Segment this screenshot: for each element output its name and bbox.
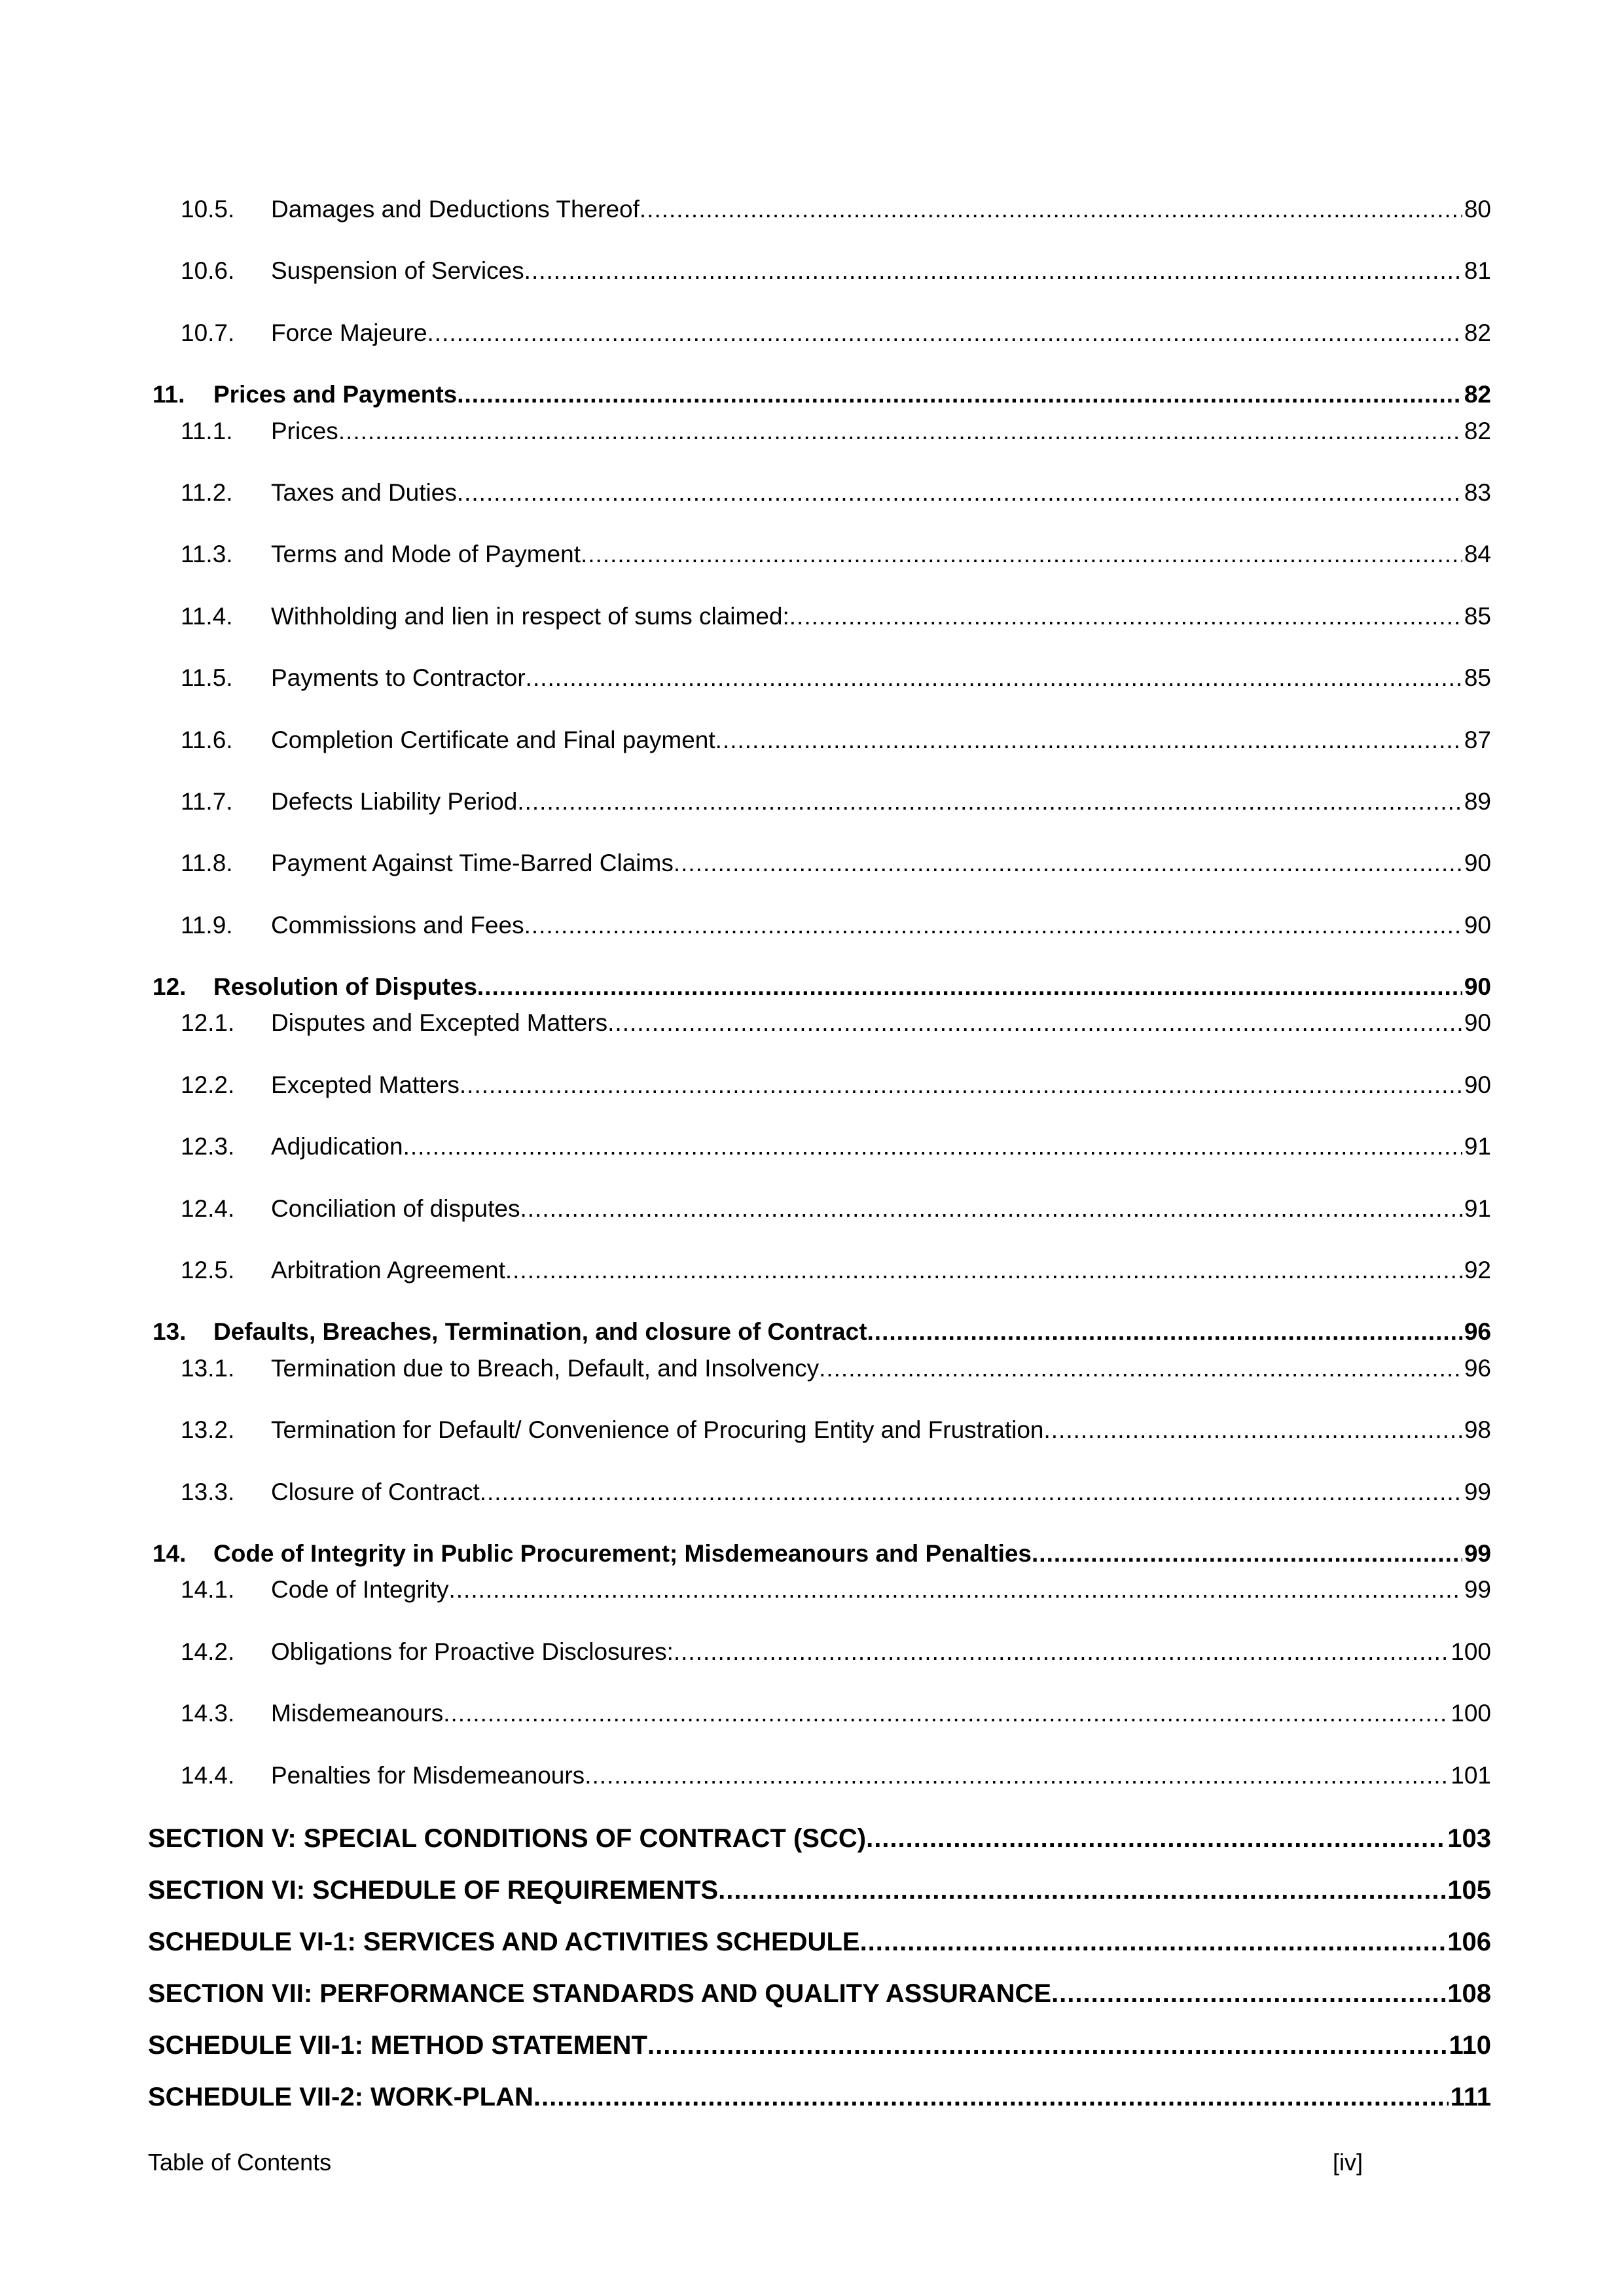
- toc-entry-page: 82: [1464, 381, 1491, 408]
- toc-entry-page: 99: [1464, 1478, 1491, 1505]
- toc-entry: [148, 1478, 1491, 1507]
- toc-entry: [148, 478, 1491, 507]
- toc-entry-number: 14.: [153, 1539, 187, 1567]
- toc-entry-title: Defaults, Breaches, Termination, and closure of Contract: [213, 1318, 867, 1346]
- toc-entry: [148, 1874, 1491, 1906]
- toc-entry-number: 11.6.: [181, 726, 233, 753]
- toc-entry-page: 89: [1464, 787, 1491, 815]
- toc-entry: [148, 1132, 1491, 1161]
- dot-leader: [819, 1354, 1462, 1383]
- toc-entry-page: 85: [1464, 602, 1491, 630]
- dot-leader: [403, 1132, 1462, 1161]
- toc-entry-title: Commissions and Fees: [271, 911, 524, 939]
- toc-entry-title: Obligations for Proactive Disclosures:: [271, 1638, 674, 1665]
- toc-entry-page: 90: [1464, 850, 1491, 877]
- toc-entry-number: 11.2.: [181, 478, 233, 506]
- toc-entry-title: Completion Certificate and Final payment: [271, 726, 715, 753]
- toc-entry-page: 90: [1464, 1009, 1491, 1037]
- toc-entry-number: 14.3.: [181, 1700, 235, 1727]
- toc-entry-number: 12.3.: [181, 1133, 235, 1160]
- dot-leader: [427, 319, 1462, 348]
- footer-page-number: [iv]: [1332, 2149, 1363, 2176]
- toc-entry-number: 12.5.: [181, 1257, 235, 1284]
- toc-entry: [148, 1638, 1491, 1666]
- toc-entry-title: Defects Liability Period: [271, 787, 518, 815]
- toc-entry-title: Payments to Contractor: [271, 664, 526, 692]
- dot-leader: [505, 1256, 1462, 1285]
- toc-entry-number: 11.5.: [181, 664, 233, 692]
- toc-entry: [148, 1071, 1491, 1100]
- toc-entry-page: 84: [1464, 541, 1491, 568]
- toc-entry-title: Code of Integrity: [271, 1576, 449, 1604]
- toc-entry-title: Excepted Matters: [271, 1071, 460, 1098]
- toc-entry: [148, 195, 1491, 224]
- dot-leader: [517, 787, 1462, 816]
- toc-entry: [148, 1699, 1491, 1728]
- footer-title: Table of Contents: [148, 2149, 332, 2176]
- toc-entry-number: 13.1.: [181, 1354, 235, 1382]
- toc-entry: [148, 540, 1491, 569]
- dot-leader: [338, 417, 1462, 446]
- dot-leader: [860, 1926, 1446, 1958]
- toc-entry-number: 11.: [153, 381, 185, 408]
- toc-entry-number: 11.3.: [181, 541, 233, 568]
- dot-leader: [480, 1478, 1462, 1507]
- page-footer: [148, 2148, 1491, 2176]
- dot-leader: [443, 1699, 1449, 1728]
- toc-entry-number: 14.4.: [181, 1761, 235, 1789]
- toc-list: [148, 195, 1491, 2133]
- toc-entry-title: Withholding and lien in respect of sums claimed:: [271, 602, 789, 630]
- dot-leader: [1032, 1539, 1462, 1568]
- dot-leader: [866, 1823, 1445, 1854]
- dot-leader: [460, 1071, 1462, 1100]
- toc-entry-number: 13.: [153, 1318, 187, 1346]
- toc-entry: [148, 726, 1491, 755]
- toc-entry-page: 111: [1450, 2082, 1491, 2111]
- toc-entry: [148, 1761, 1491, 1790]
- toc-entry: [148, 1009, 1491, 1037]
- toc-entry-title: Suspension of Services: [271, 257, 524, 285]
- dot-leader: [524, 911, 1462, 940]
- toc-entry-number: 13.2.: [181, 1416, 235, 1444]
- toc-entry-number: 11.8.: [181, 850, 233, 877]
- dot-leader: [1043, 1416, 1462, 1444]
- dot-leader: [526, 664, 1462, 692]
- toc-entry-title: SECTION V: SPECIAL CONDITIONS OF CONTRACT (SCC): [148, 1823, 867, 1853]
- toc-entry: [148, 664, 1491, 692]
- toc-entry-page: 91: [1464, 1194, 1491, 1222]
- toc-entry-page: 87: [1464, 726, 1491, 753]
- toc-entry-number: 11.9.: [181, 911, 233, 939]
- toc-entry: [148, 973, 1491, 1001]
- dot-leader: [607, 1009, 1462, 1037]
- toc-entry-page: 96: [1464, 1354, 1491, 1382]
- toc-entry: [148, 319, 1491, 348]
- dot-leader: [674, 849, 1462, 878]
- toc-entry: [148, 417, 1491, 446]
- toc-entry-page: 81: [1464, 257, 1491, 285]
- toc-entry-number: 13.3.: [181, 1478, 235, 1505]
- toc-entry-title: Taxes and Duties: [271, 478, 457, 506]
- dot-leader: [715, 726, 1462, 755]
- dot-leader: [524, 257, 1462, 285]
- toc-entry: [148, 1575, 1491, 1604]
- toc-entry-title: Payment Against Time-Barred Claims: [271, 850, 674, 877]
- dot-leader: [867, 1318, 1462, 1346]
- toc-entry-number: 12.2.: [181, 1071, 235, 1098]
- toc-entry-page: 100: [1451, 1638, 1491, 1665]
- toc-entry-title: SECTION VI: SCHEDULE OF REQUIREMENTS: [148, 1875, 719, 1905]
- toc-entry-title: Resolution of Disputes: [213, 973, 477, 1001]
- dot-leader: [647, 2030, 1447, 2061]
- toc-entry-number: 10.6.: [181, 257, 235, 285]
- toc-entry-page: 98: [1464, 1416, 1491, 1444]
- dot-leader: [457, 380, 1462, 409]
- toc-entry-title: Misdemeanours: [271, 1700, 444, 1727]
- toc-entry-page: 108: [1447, 1979, 1491, 2008]
- toc-entry-title: Prices and Payments: [213, 381, 458, 408]
- toc-entry-page: 80: [1464, 196, 1491, 223]
- toc-entry-page: 82: [1464, 417, 1491, 444]
- toc-entry-page: 99: [1464, 1539, 1491, 1567]
- toc-entry-title: Force Majeure: [271, 319, 427, 346]
- toc-entry-number: 12.: [153, 973, 187, 1001]
- toc-entry: [148, 787, 1491, 816]
- toc-entry-title: Closure of Contract: [271, 1478, 480, 1505]
- toc-entry: [148, 2030, 1491, 2061]
- toc-entry-number: 10.5.: [181, 196, 235, 223]
- dot-leader: [457, 478, 1462, 507]
- dot-leader: [1051, 1978, 1445, 2009]
- dot-leader: [789, 602, 1462, 631]
- toc-entry-title: SECTION VII: PERFORMANCE STANDARDS AND QUALITY ASSURANCE: [148, 1979, 1052, 2008]
- toc-entry-title: Code of Integrity in Public Procurement; Misdemeanours and Penalties: [213, 1539, 1032, 1567]
- toc-entry: [148, 257, 1491, 285]
- toc-entry: [148, 849, 1491, 878]
- toc-entry: [148, 1539, 1491, 1568]
- toc-entry: [148, 1256, 1491, 1285]
- toc-entry-number: 14.2.: [181, 1638, 235, 1665]
- toc-entry-title: Conciliation of disputes: [271, 1194, 520, 1222]
- toc-entry-page: 103: [1447, 1823, 1491, 1853]
- toc-entry: [148, 2081, 1491, 2113]
- toc-entry-title: SCHEDULE VII-2: WORK-PLAN: [148, 2082, 533, 2111]
- toc-entry-page: 90: [1464, 973, 1491, 1001]
- toc-entry-number: 10.7.: [181, 319, 235, 346]
- toc-entry-page: 99: [1464, 1576, 1491, 1604]
- toc-entry: [148, 602, 1491, 631]
- dot-leader: [581, 540, 1462, 569]
- toc-entry-title: Termination due to Breach, Default, and Insolvency: [271, 1354, 820, 1382]
- toc-entry-number: 11.1.: [181, 417, 233, 444]
- dot-leader: [585, 1761, 1449, 1790]
- toc-entry-page: 106: [1447, 1927, 1491, 1956]
- toc-entry-title: Disputes and Excepted Matters: [271, 1009, 608, 1037]
- dot-leader: [448, 1575, 1462, 1604]
- toc-entry-number: 11.7.: [181, 787, 233, 815]
- toc-entry-title: Termination for Default/ Convenience of Procuring Entity and Frustration: [271, 1416, 1044, 1444]
- toc-entry: [148, 1978, 1491, 2009]
- toc-entry-page: 90: [1464, 1071, 1491, 1098]
- toc-entry-title: SCHEDULE VII-1: METHOD STATEMENT: [148, 2030, 647, 2060]
- toc-entry: [148, 1318, 1491, 1346]
- toc-entry-number: 14.1.: [181, 1576, 235, 1604]
- toc-entry-page: 101: [1451, 1761, 1491, 1789]
- toc-entry-page: 83: [1464, 478, 1491, 506]
- toc-entry: [148, 911, 1491, 940]
- toc-entry-title: Prices: [271, 417, 338, 444]
- toc-entry-title: Terms and Mode of Payment: [271, 541, 581, 568]
- dot-leader: [640, 195, 1462, 224]
- toc-entry-title: Arbitration Agreement: [271, 1257, 505, 1284]
- toc-entry-page: 100: [1451, 1700, 1491, 1727]
- toc-entry-page: 92: [1464, 1257, 1491, 1284]
- toc-entry-number: 12.1.: [181, 1009, 235, 1037]
- toc-entry-page: 82: [1464, 319, 1491, 346]
- toc-entry: [148, 1823, 1491, 1854]
- toc-entry-page: 110: [1449, 2030, 1491, 2060]
- toc-entry-number: 12.4.: [181, 1194, 235, 1222]
- toc-entry: [148, 1416, 1491, 1444]
- toc-entry-page: 91: [1464, 1133, 1491, 1160]
- toc-entry: [148, 1194, 1491, 1223]
- toc-entry-page: 90: [1464, 911, 1491, 939]
- dot-leader: [520, 1194, 1462, 1223]
- toc-entry: [148, 380, 1491, 409]
- toc-entry-title: SCHEDULE VI-1: SERVICES AND ACTIVITIES SCHEDULE: [148, 1927, 860, 1956]
- dot-leader: [718, 1874, 1445, 1906]
- toc-entry: [148, 1926, 1491, 1958]
- toc-entry-page: 105: [1447, 1875, 1491, 1905]
- toc-entry-title: Penalties for Misdemeanours: [271, 1761, 585, 1789]
- dot-leader: [477, 973, 1462, 1001]
- toc-entry-title: Damages and Deductions Thereof: [271, 196, 640, 223]
- toc-entry: [148, 1354, 1491, 1383]
- toc-entry-page: 85: [1464, 664, 1491, 692]
- toc-entry-title: Adjudication: [271, 1133, 403, 1160]
- toc-entry-number: 11.4.: [181, 602, 233, 630]
- dot-leader: [674, 1638, 1449, 1666]
- toc-entry-page: 96: [1464, 1318, 1491, 1346]
- dot-leader: [533, 2081, 1449, 2113]
